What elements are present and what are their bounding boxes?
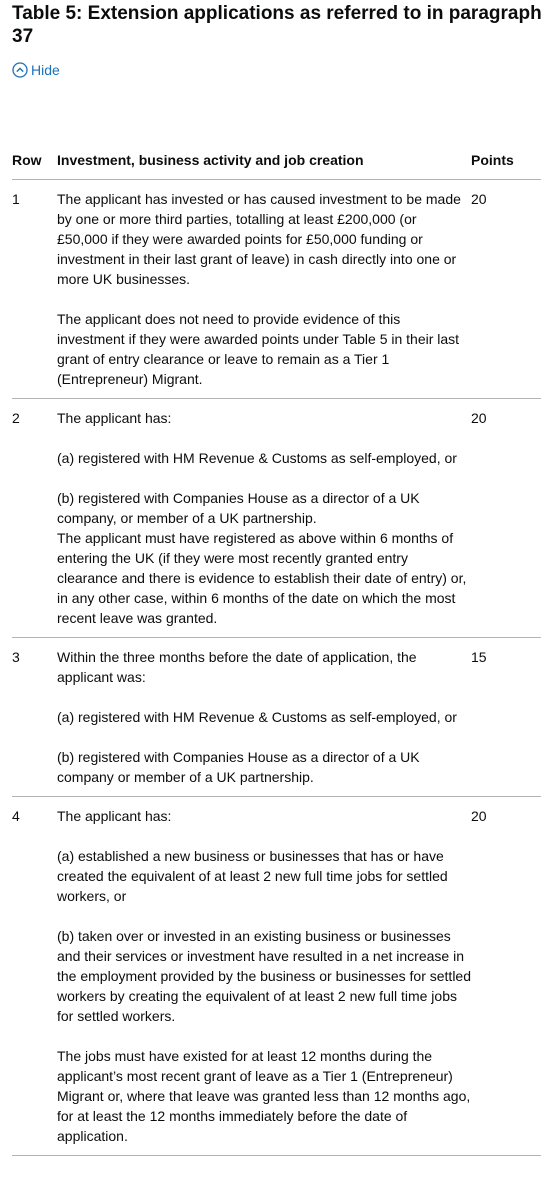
row-paragraph: (a) established a new business or businesses that has or have created the equivalent of at least 2 new full time jobs for settled workers, or [57,848,448,904]
row-number: 2 [12,399,57,638]
row-paragraph: (b) registered with Companies House as a director of a UK company, or member of a UK partnership. [57,490,420,526]
header-description: Investment, business activity and job creation [57,148,471,180]
row-paragraph: The applicant has invested or has caused investment to be made by one or more third parties, totalling at least £200,000 (or £50,000 if they were awarded points for £50,000 funding or investment in their last grant of leave) in cash directly into one or more UK businesses. [57,191,461,287]
header-points: Points [471,148,541,180]
table-title: Table 5: Extension applications as referred to in paragraph 37 [12,3,542,47]
row-paragraph: (a) registered with HM Revenue & Customs as self-employed, or [57,450,457,466]
table-row [12,399,541,638]
row-paragraph: The applicant has: [57,410,172,426]
table-row [12,638,541,797]
row-points: 20 [471,797,541,1156]
hide-toggle-label: Hide [31,62,60,78]
row-description [57,180,471,399]
row-points: 20 [471,399,541,638]
row-description [57,638,471,797]
row-paragraph: The applicant does not need to provide evidence of this investment if they were awarded points under Table 5 in their last grant of entry clearance or leave to remain as a Tier 1 (Entrepreneur) Migrant. [57,311,460,387]
row-description [57,797,471,1156]
table-header-row [12,148,541,180]
row-paragraph: The applicant has: [57,808,172,824]
row-number: 4 [12,797,57,1156]
row-paragraph: (a) registered with HM Revenue & Customs as self-employed, or [57,709,457,725]
row-points: 15 [471,638,541,797]
table-row [12,180,541,399]
row-paragraph: (b) registered with Companies House as a director of a UK company or member of a UK partnership. [57,749,420,785]
row-description [57,399,471,638]
chevron-up-circle-icon [12,62,28,78]
row-paragraph: Within the three months before the date of application, the applicant was: [57,649,417,685]
hide-toggle[interactable] [12,61,60,79]
row-paragraph: The jobs must have existed for at least 12 months during the applicant’s most recent grant of leave as a Tier 1 (Entrepreneur) Migrant or, where that leave was granted less than 12 months ago, for at least the 12 months immediately before the date of application. [57,1048,471,1144]
row-number: 1 [12,180,57,399]
extension-applications-table [12,148,541,1156]
row-points: 20 [471,180,541,399]
row-paragraph: (b) taken over or invested in an existing business or businesses and their services or investment have resulted in a net increase in the employment provided by the business or businesses for settled workers by creating the equivalent of at least 2 new full time jobs for settled workers. [57,928,472,1024]
table-container [0,148,553,1156]
row-paragraph: The applicant must have registered as above within 6 months of entering the UK (if they were most recently granted entry clearance and there is evidence to establish their date of entry) or, in any other case, within 6 months of the date on which the most recent leave was granted. [57,530,467,626]
row-number: 3 [12,638,57,797]
table-row [12,797,541,1156]
header-row: Row [12,148,57,180]
